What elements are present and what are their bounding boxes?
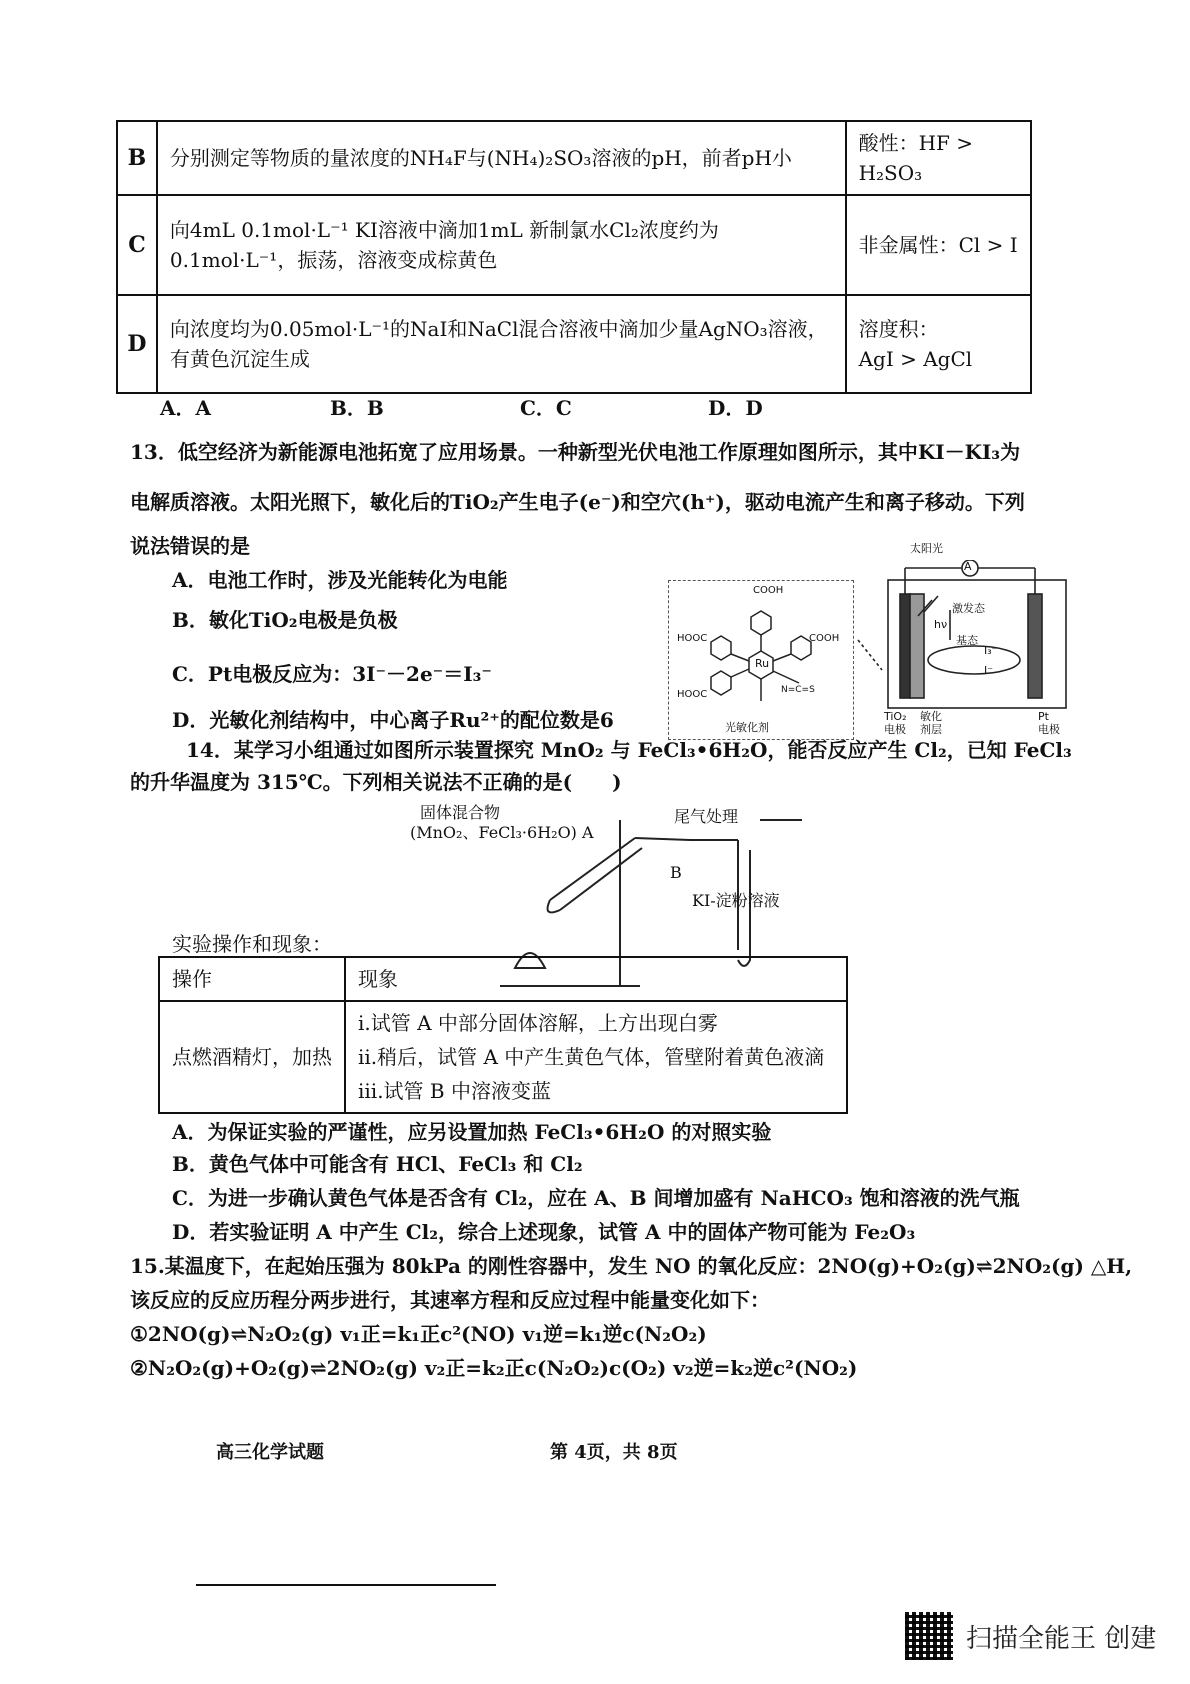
footer-title: 高三化学试题 — [216, 1442, 324, 1463]
phenomenon-line: ⅰ.试管 A 中部分固体溶解，上方出现白雾 — [358, 1011, 718, 1035]
pt-electrode-label: Pt 电极 — [1038, 710, 1060, 736]
i-label: I⁻ — [984, 664, 994, 677]
qr-code-icon — [905, 1612, 953, 1660]
q14-option-a: A．为保证实验的严谨性，应另设置加热 FeCl₃•6H₂O 的对照实验 — [172, 1120, 772, 1144]
excited-state-label: 激发态 — [952, 602, 985, 615]
solid-formula-label: (MnO₂、FeCl₃·6H₂O) A — [410, 823, 594, 842]
sensitizer-layer-label: 敏化 剂层 — [920, 710, 942, 736]
hooc-bottom-label: HOOC — [677, 689, 708, 700]
q13-option-d: D．光敏化剂结构中，中心离子Ru²⁺的配位数是6 — [172, 708, 614, 732]
tio2-electrode-label: TiO₂ 电极 — [884, 710, 907, 736]
phenomenon-line: ⅲ.试管 B 中溶液变蓝 — [358, 1079, 551, 1103]
conclusion-table — [116, 120, 1032, 394]
header-phenomenon: 现象 — [345, 957, 847, 1001]
solar-cell-diagram — [852, 542, 1078, 746]
table-row — [159, 1001, 847, 1113]
operation-table — [158, 956, 848, 1114]
ru-label: Ru — [755, 657, 770, 670]
tail-gas-label: 尾气处理 — [674, 807, 739, 826]
ground-state-label: 基态 — [956, 634, 978, 647]
option-c: C．C — [520, 396, 572, 420]
row-operation: 分别测定等物质的量浓度的NH₄F与(NH₄)₂SO₃溶液的pH，前者pH小 — [157, 121, 846, 195]
ops-title: 实验操作和现象： — [172, 932, 332, 956]
option-d: D．D — [708, 396, 763, 420]
phenomenon-line: ⅱ.稍后，试管 A 中产生黄色气体，管壁附着黄色液滴 — [358, 1045, 825, 1069]
q15-stem-line2: 该反应的反应历程分两步进行，其速率方程和反应过程中能量变化如下： — [130, 1288, 770, 1312]
q14-stem-line2: 的升华温度为 315℃。下列相关说法不正确的是( ) — [130, 770, 622, 794]
header-operation: 操作 — [159, 957, 345, 1001]
photosensitizer-structure — [668, 580, 854, 740]
table-row — [117, 195, 1031, 295]
phenomenon-cell — [345, 1001, 847, 1113]
operation-cell: 点燃酒精灯，加热 — [159, 1001, 345, 1113]
q15-step1: ①2NO(g)⇌N₂O₂(g) v₁正=k₁正c²(NO) v₁逆=k₁逆c(N₂O₂) — [130, 1322, 707, 1346]
q14-option-d: D．若实验证明 A 中产生 Cl₂，综合上述现象，试管 A 中的固体产物可能为 Fe₂O₃ — [172, 1220, 916, 1244]
q13-stem-line3: 说法错误的是 — [130, 534, 250, 558]
hooc-left-label: HOOC — [677, 633, 708, 644]
row-operation: 向浓度均为0.05mol·L⁻¹的NaI和NaCl混合溶液中滴加少量AgNO₃溶液，有黄色沉淀生成 — [157, 295, 846, 393]
q14-stem-line1: 14．某学习小组通过如图所示装置探究 MnO₂ 与 FeCl₃•6H₂O，能否反应产生 Cl₂，已知 FeCl₃ — [186, 738, 1072, 762]
hv-label: hν — [934, 618, 948, 631]
sunlight-label: 太阳光 — [910, 542, 943, 555]
tube-b-label: B — [670, 863, 682, 882]
row-conclusion: 酸性：HF > H₂SO₃ — [846, 121, 1031, 195]
footer-rule — [196, 1584, 496, 1586]
q13-option-c: C．Pt电极反应为：3I⁻－2e⁻＝I₃⁻ — [172, 662, 492, 686]
q14-option-c: C．为进一步确认黄色气体是否含有 Cl₂，应在 A、B 间增加盛有 NaHCO₃ 饱和溶液的洗气瓶 — [172, 1186, 1020, 1210]
q13-stem-line1: 13．低空经济为新能源电池拓宽了应用场景。一种新型光伏电池工作原理如图所示，其中KI－KI₃为 — [130, 440, 1021, 464]
row-key: B — [117, 121, 157, 195]
figure-caption: 光敏化剂 — [725, 721, 769, 734]
q13-stem-line2: 电解质溶液。太阳光照下，敏化后的TiO₂产生电子(e⁻)和空穴(h⁺)，驱动电流产生和离子移动。下列 — [130, 490, 1025, 514]
table-row — [117, 121, 1031, 195]
row-conclusion — [846, 295, 1031, 393]
i3-label: I₃⁻ — [984, 644, 998, 657]
q14-option-b: B．黄色气体中可能含有 HCl、FeCl₃ 和 Cl₂ — [172, 1152, 583, 1176]
cooh-right-label: COOH — [809, 633, 840, 644]
ncs-label: N=C=S — [781, 685, 815, 695]
table-row — [117, 295, 1031, 393]
conclusion-line: 溶度积： — [858, 317, 939, 341]
cooh-top-label: COOH — [753, 585, 784, 596]
conclusion-line: AgI > AgCl — [858, 347, 973, 371]
row-conclusion: 非金属性：Cl > I — [846, 195, 1031, 295]
table-header-row — [159, 957, 847, 1001]
row-key: D — [117, 295, 157, 393]
q15-step2: ②N₂O₂(g)+O₂(g)⇌2NO₂(g) v₂正=k₂正c(N₂O₂)c(O₂) v₂逆=k₂逆c²(NO₂) — [130, 1356, 858, 1380]
ammeter-label: A — [964, 560, 972, 573]
option-b: B．B — [330, 396, 384, 420]
q15-stem-line1: 15.某温度下，在起始压强为 80kPa 的刚性容器中，发生 NO 的氧化反应：2NO(g)+O₂(g)⇌2NO₂(g) △H, — [130, 1254, 1133, 1278]
q13-option-b: B．敏化TiO₂电极是负极 — [172, 608, 398, 632]
ki-starch-label: KI-淀粉溶液 — [692, 891, 780, 910]
q13-option-a: A．电池工作时，涉及光能转化为电能 — [172, 568, 508, 592]
scanner-watermark: 扫描全能王 创建 — [966, 1624, 1157, 1654]
row-key: C — [117, 195, 157, 295]
option-a: A．A — [160, 396, 212, 420]
footer-page: 第 4页，共 8页 — [550, 1442, 678, 1463]
row-operation: 向4mL 0.1mol·L⁻¹ KI溶液中滴加1mL 新制氯水Cl₂浓度约为0.1mol·L⁻¹，振荡，溶液变成棕黄色 — [157, 195, 846, 295]
solid-mixture-label: 固体混合物 — [420, 803, 501, 822]
